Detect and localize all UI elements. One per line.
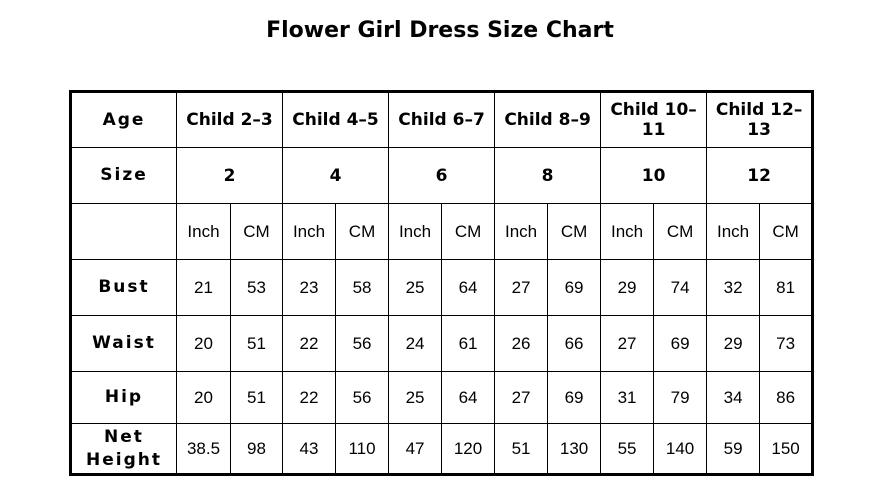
- net-height-value: 38.5: [177, 424, 231, 475]
- net-height-value: 43: [283, 424, 336, 475]
- hip-value: 25: [389, 372, 442, 424]
- unit-cell: Inch: [495, 204, 548, 260]
- bust-label: Bust: [71, 260, 177, 316]
- hip-value: 27: [495, 372, 548, 424]
- net-height-value: 47: [389, 424, 442, 475]
- bust-value: 58: [336, 260, 389, 316]
- waist-value: 69: [654, 316, 707, 372]
- hip-value: 31: [601, 372, 654, 424]
- age-cell: Child 2–3: [177, 92, 283, 148]
- hip-value: 64: [442, 372, 495, 424]
- bust-value: 81: [760, 260, 813, 316]
- hip-value: 79: [654, 372, 707, 424]
- net-height-value: 55: [601, 424, 654, 475]
- bust-value: 69: [548, 260, 601, 316]
- age-cell: Child 4–5: [283, 92, 389, 148]
- age-cell: Child 10–11: [601, 92, 707, 148]
- hip-value: 56: [336, 372, 389, 424]
- unit-cell: Inch: [177, 204, 231, 260]
- age-cell: Child 6–7: [389, 92, 495, 148]
- size-cell: 2: [177, 148, 283, 204]
- age-cell: Child 12–13: [707, 92, 813, 148]
- waist-value: 20: [177, 316, 231, 372]
- waist-value: 73: [760, 316, 813, 372]
- net-height-row: [71, 424, 813, 475]
- waist-value: 56: [336, 316, 389, 372]
- bust-value: 23: [283, 260, 336, 316]
- bust-value: 25: [389, 260, 442, 316]
- bust-value: 32: [707, 260, 760, 316]
- net-height-value: 110: [336, 424, 389, 475]
- net-height-label: [71, 424, 177, 475]
- unit-cell: Inch: [283, 204, 336, 260]
- net-height-label-line2: Height: [86, 449, 162, 470]
- unit-cell: CM: [760, 204, 813, 260]
- size-chart-table: [69, 90, 814, 476]
- unit-cell: Inch: [707, 204, 760, 260]
- age-row: [71, 92, 813, 148]
- waist-value: 51: [231, 316, 283, 372]
- bust-value: 21: [177, 260, 231, 316]
- size-cell: 12: [707, 148, 813, 204]
- size-cell: 10: [601, 148, 707, 204]
- empty-header-cell: [71, 204, 177, 260]
- unit-cell: CM: [336, 204, 389, 260]
- bust-value: 74: [654, 260, 707, 316]
- net-height-value: 130: [548, 424, 601, 475]
- net-height-value: 150: [760, 424, 813, 475]
- waist-label: Waist: [71, 316, 177, 372]
- unit-cell: CM: [654, 204, 707, 260]
- hip-value: 69: [548, 372, 601, 424]
- hip-value: 86: [760, 372, 813, 424]
- size-cell: 6: [389, 148, 495, 204]
- waist-row: [71, 316, 813, 372]
- waist-value: 61: [442, 316, 495, 372]
- net-height-label-line1: Net: [104, 426, 144, 447]
- bust-value: 64: [442, 260, 495, 316]
- net-height-value: 51: [495, 424, 548, 475]
- bust-value: 27: [495, 260, 548, 316]
- net-height-value: 140: [654, 424, 707, 475]
- hip-value: 34: [707, 372, 760, 424]
- size-label: Size: [71, 148, 177, 204]
- bust-row: [71, 260, 813, 316]
- unit-cell: Inch: [389, 204, 442, 260]
- unit-cell: CM: [548, 204, 601, 260]
- waist-value: 27: [601, 316, 654, 372]
- waist-value: 66: [548, 316, 601, 372]
- net-height-value: 120: [442, 424, 495, 475]
- size-cell: 8: [495, 148, 601, 204]
- unit-cell: CM: [442, 204, 495, 260]
- hip-label: Hip: [71, 372, 177, 424]
- size-row: [71, 148, 813, 204]
- size-cell: 4: [283, 148, 389, 204]
- waist-value: 22: [283, 316, 336, 372]
- bust-value: 53: [231, 260, 283, 316]
- chart-title: Flower Girl Dress Size Chart: [266, 18, 614, 43]
- unit-cell: Inch: [601, 204, 654, 260]
- waist-value: 24: [389, 316, 442, 372]
- age-cell: Child 8–9: [495, 92, 601, 148]
- waist-value: 26: [495, 316, 548, 372]
- hip-value: 20: [177, 372, 231, 424]
- net-height-value: 98: [231, 424, 283, 475]
- age-label: Age: [71, 92, 177, 148]
- hip-value: 51: [231, 372, 283, 424]
- bust-value: 29: [601, 260, 654, 316]
- unit-cell: CM: [231, 204, 283, 260]
- hip-value: 22: [283, 372, 336, 424]
- hip-row: [71, 372, 813, 424]
- unit-row: [71, 204, 813, 260]
- waist-value: 29: [707, 316, 760, 372]
- net-height-value: 59: [707, 424, 760, 475]
